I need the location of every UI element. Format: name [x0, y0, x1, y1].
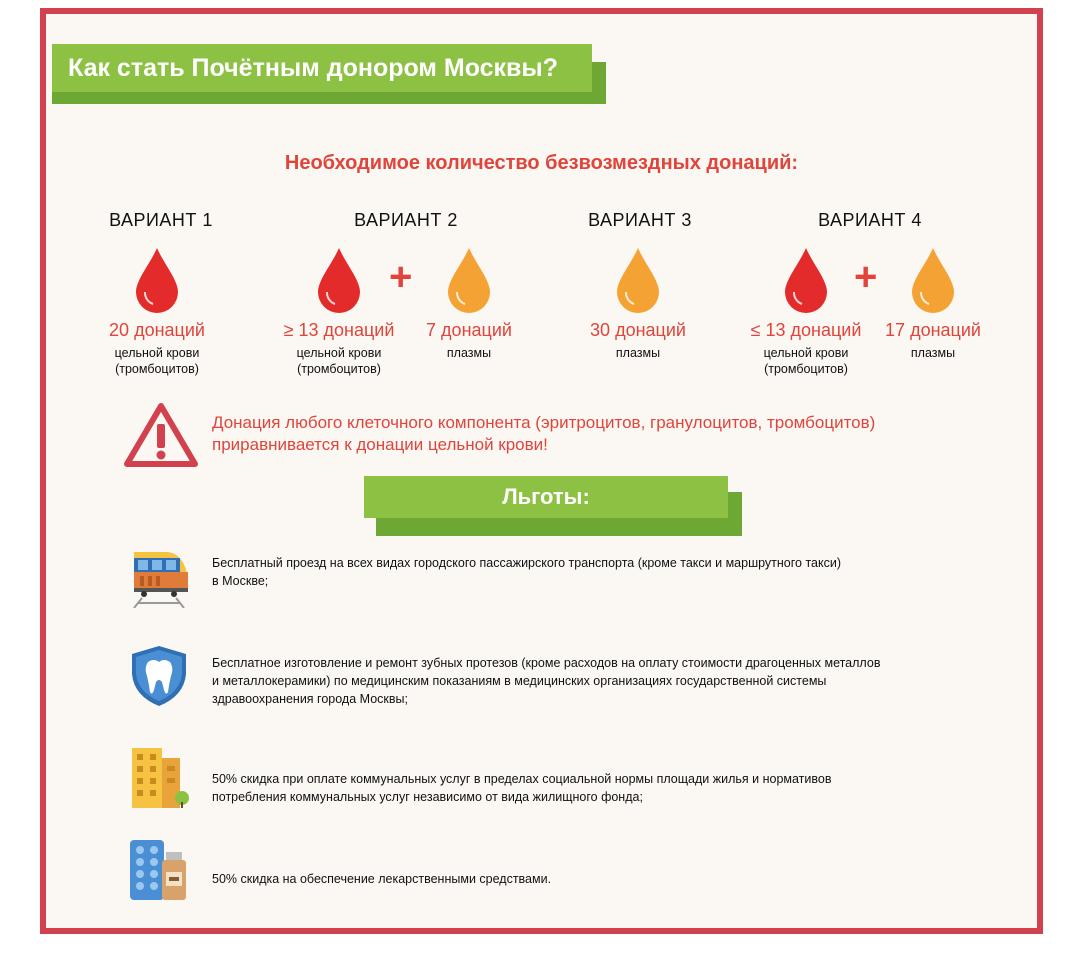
benefit-medicine-text: 50% скидка на обеспечение лекарственными средствами.: [212, 872, 552, 886]
variant-2-blood-desc: цельной крови (тромбоцитов): [296, 346, 382, 376]
plasma-drop-icon: [446, 246, 492, 314]
warning-triangle-icon: [124, 402, 198, 468]
variant-4-blood-desc: цельной крови (тромбоцитов): [763, 346, 849, 376]
variant-3-desc: плазмы: [615, 346, 661, 360]
variant-1-title: ВАРИАНТ 1: [109, 210, 213, 230]
variant-2-title: ВАРИАНТ 2: [354, 210, 458, 230]
plasma-drop-icon: [910, 246, 956, 314]
variant-4-blood-count: ≤ 13 донаций: [750, 320, 862, 340]
variant-2-plasma-desc: плазмы: [446, 346, 492, 360]
plasma-drop-icon: [615, 246, 661, 314]
variant-4-title: ВАРИАНТ 4: [818, 210, 922, 230]
variant-1-count: 20 донаций: [109, 320, 205, 340]
pills-icon: [128, 838, 190, 902]
warning-text: Донация любого клеточного компонента (эритроцитов, гранулоцитов, тромбоцитов) приравнивается к донации цельной крови!: [212, 413, 876, 454]
variant-1-desc: цельной крови (тромбоцитов): [114, 346, 200, 376]
variant-3-title: ВАРИАНТ 3: [588, 210, 692, 230]
tooth-shield-icon: [128, 644, 190, 708]
building-icon: [128, 744, 190, 808]
benefit-transport-text: Бесплатный проезд на всех видах городского пассажирского транспорта (кроме такси и маршрутного такси) в Москве;: [212, 556, 841, 588]
plus-icon: +: [854, 255, 878, 299]
variant-4-plasma-desc: плазмы: [910, 346, 956, 360]
variant-2-plasma-count: 7 донаций: [426, 320, 512, 340]
donations-subtitle: Необходимое количество безвозмездных донаций:: [284, 152, 799, 174]
benefits-title: Льготы:: [364, 476, 728, 518]
blood-drop-icon: [134, 246, 180, 314]
variant-4-plasma-count: 17 донаций: [885, 320, 981, 340]
variant-2-blood-count: ≥ 13 донаций: [283, 320, 395, 340]
train-icon: [128, 544, 190, 608]
blood-drop-icon: [316, 246, 362, 314]
benefit-utilities-text: 50% скидка при оплате коммунальных услуг в пределах социальной нормы площади жилья и нормативов потребления коммунальных услуг независимо от вида жилищного фонда;: [212, 772, 832, 804]
benefit-dental-text: Бесплатное изготовление и ремонт зубных протезов (кроме расходов на оплату стоимости драгоценных металлов и металлокерамики) по медицинским показаниям в медицинских организациях государственной системы здравоохранения города Москвы;: [212, 656, 881, 706]
infographic-frame: [40, 8, 1043, 934]
variant-3-count: 30 донаций: [590, 320, 686, 340]
blood-drop-icon: [783, 246, 829, 314]
page-title: Как стать Почётным донором Москвы?: [52, 44, 592, 92]
plus-icon: +: [389, 255, 413, 299]
